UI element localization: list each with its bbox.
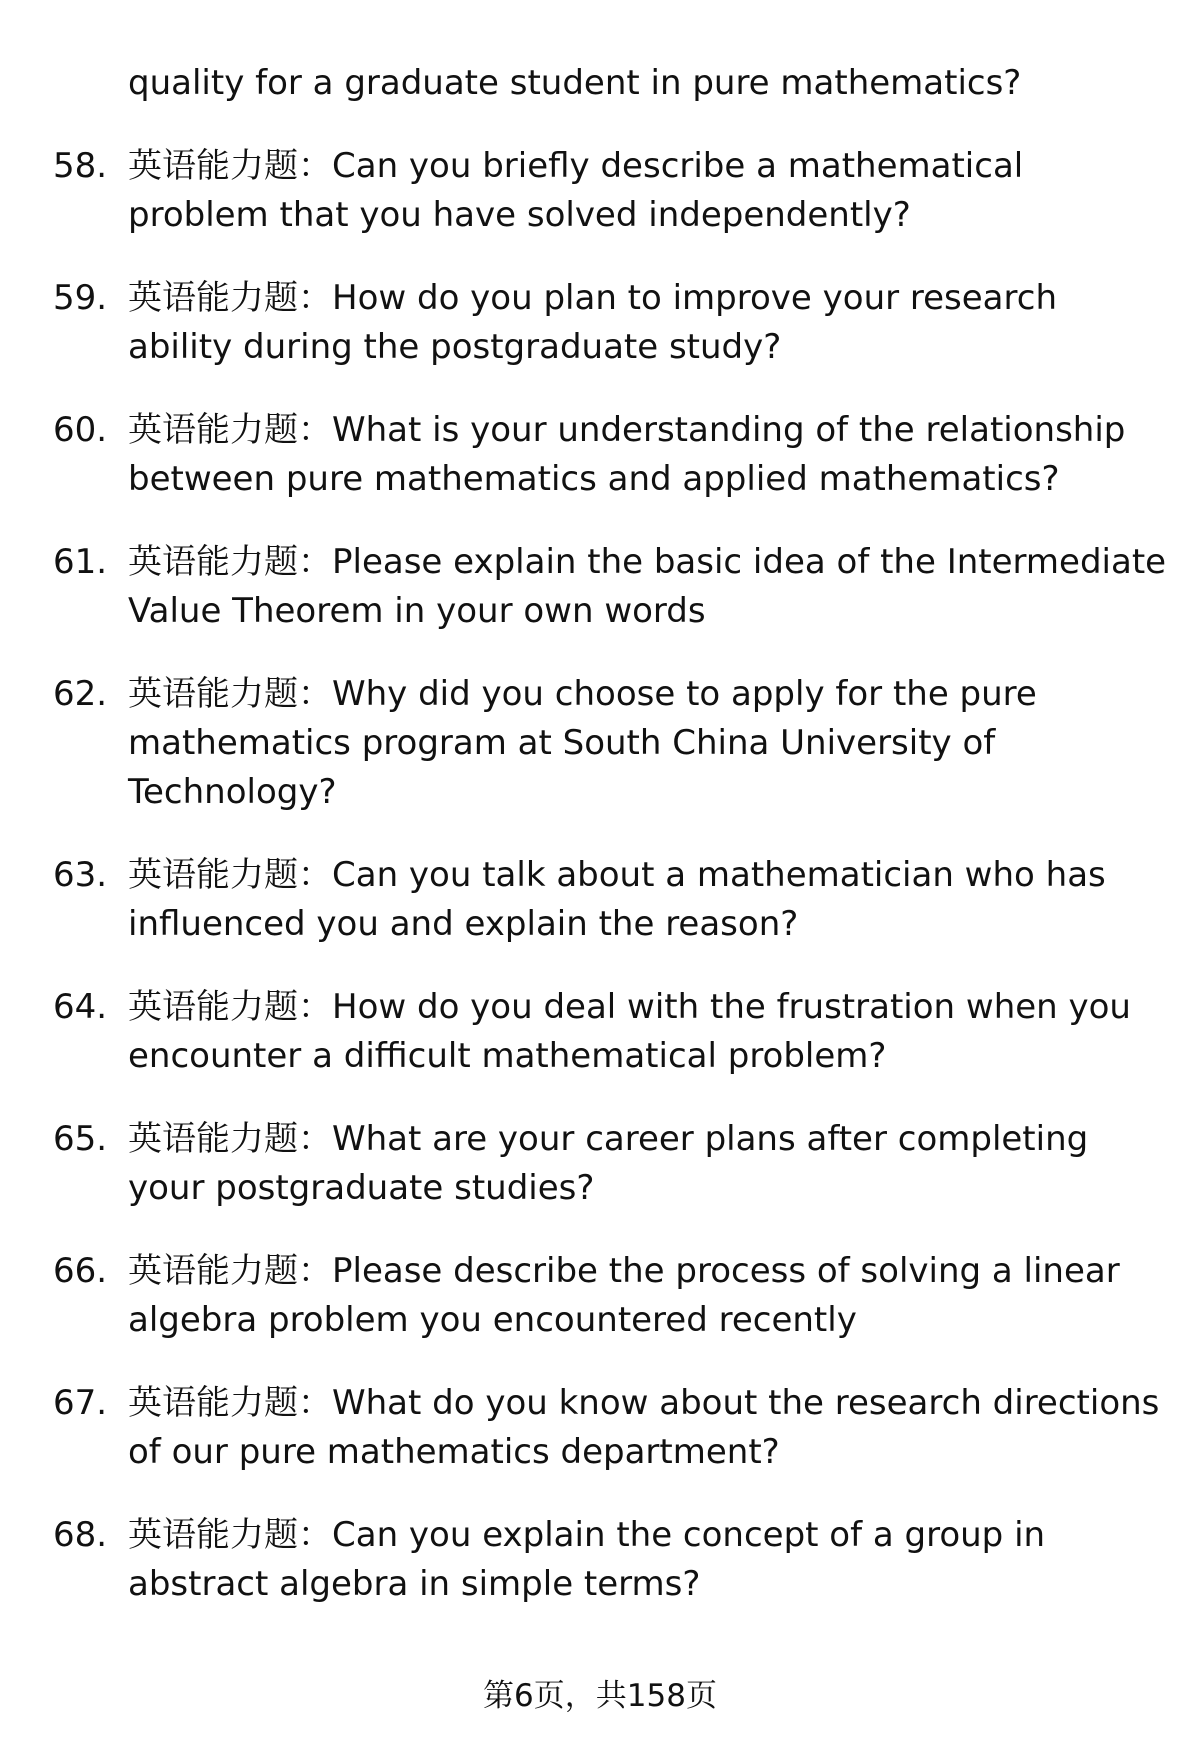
question-item <box>0 274 1200 372</box>
question-item <box>0 406 1200 504</box>
question-number: 65. <box>53 1119 108 1159</box>
question-number: 58. <box>53 146 108 186</box>
question-number: 59. <box>53 278 108 318</box>
question-text: 英语能力题：How do you deal with the frustration when you encounter a difficult mathematical problem? <box>128 987 1131 1076</box>
question-item <box>0 1379 1200 1477</box>
question-text: 英语能力题：Please describe the process of solving a linear algebra problem you encountered recently <box>128 1251 1120 1340</box>
question-list <box>0 59 1200 1609</box>
continued-question-text: quality for a graduate student in pure mathematics? <box>128 63 1022 103</box>
question-item <box>0 538 1200 636</box>
question-text: 英语能力题：What is your understanding of the relationship between pure mathematics and applied mathematics? <box>128 410 1126 499</box>
question-text: 英语能力题：What do you know about the research directions of our pure mathematics department? <box>128 1383 1160 1472</box>
question-item <box>0 1115 1200 1213</box>
question-number: 67. <box>53 1383 108 1423</box>
question-text: 英语能力题：Please explain the basic idea of the Intermediate Value Theorem in your own words <box>128 542 1167 631</box>
question-item <box>0 851 1200 949</box>
question-number: 68. <box>53 1515 108 1555</box>
question-number: 61. <box>53 542 108 582</box>
question-item <box>0 1247 1200 1345</box>
question-text: 英语能力题：Can you briefly describe a mathematical problem that you have solved independently? <box>128 146 1024 235</box>
question-number: 62. <box>53 674 108 714</box>
question-number: 64. <box>53 987 108 1027</box>
question-text: 英语能力题：What are your career plans after completing your postgraduate studies? <box>128 1119 1089 1208</box>
question-number: 63. <box>53 855 108 895</box>
question-item <box>0 142 1200 240</box>
question-item <box>0 670 1200 817</box>
question-text: 英语能力题：Can you explain the concept of a group in abstract algebra in simple terms? <box>128 1515 1046 1604</box>
question-text: 英语能力题：Why did you choose to apply for the pure mathematics program at South China University of Technology? <box>128 674 1037 812</box>
question-text: 英语能力题：How do you plan to improve your research ability during the postgraduate study? <box>128 278 1057 367</box>
question-item <box>0 1511 1200 1609</box>
question-number: 66. <box>53 1251 108 1291</box>
question-number: 60. <box>53 410 108 450</box>
question-text: 英语能力题：Can you talk about a mathematician who has influenced you and explain the reason? <box>128 855 1106 944</box>
question-item <box>0 983 1200 1081</box>
page-number: 第6页，共158页 <box>483 1678 717 1714</box>
